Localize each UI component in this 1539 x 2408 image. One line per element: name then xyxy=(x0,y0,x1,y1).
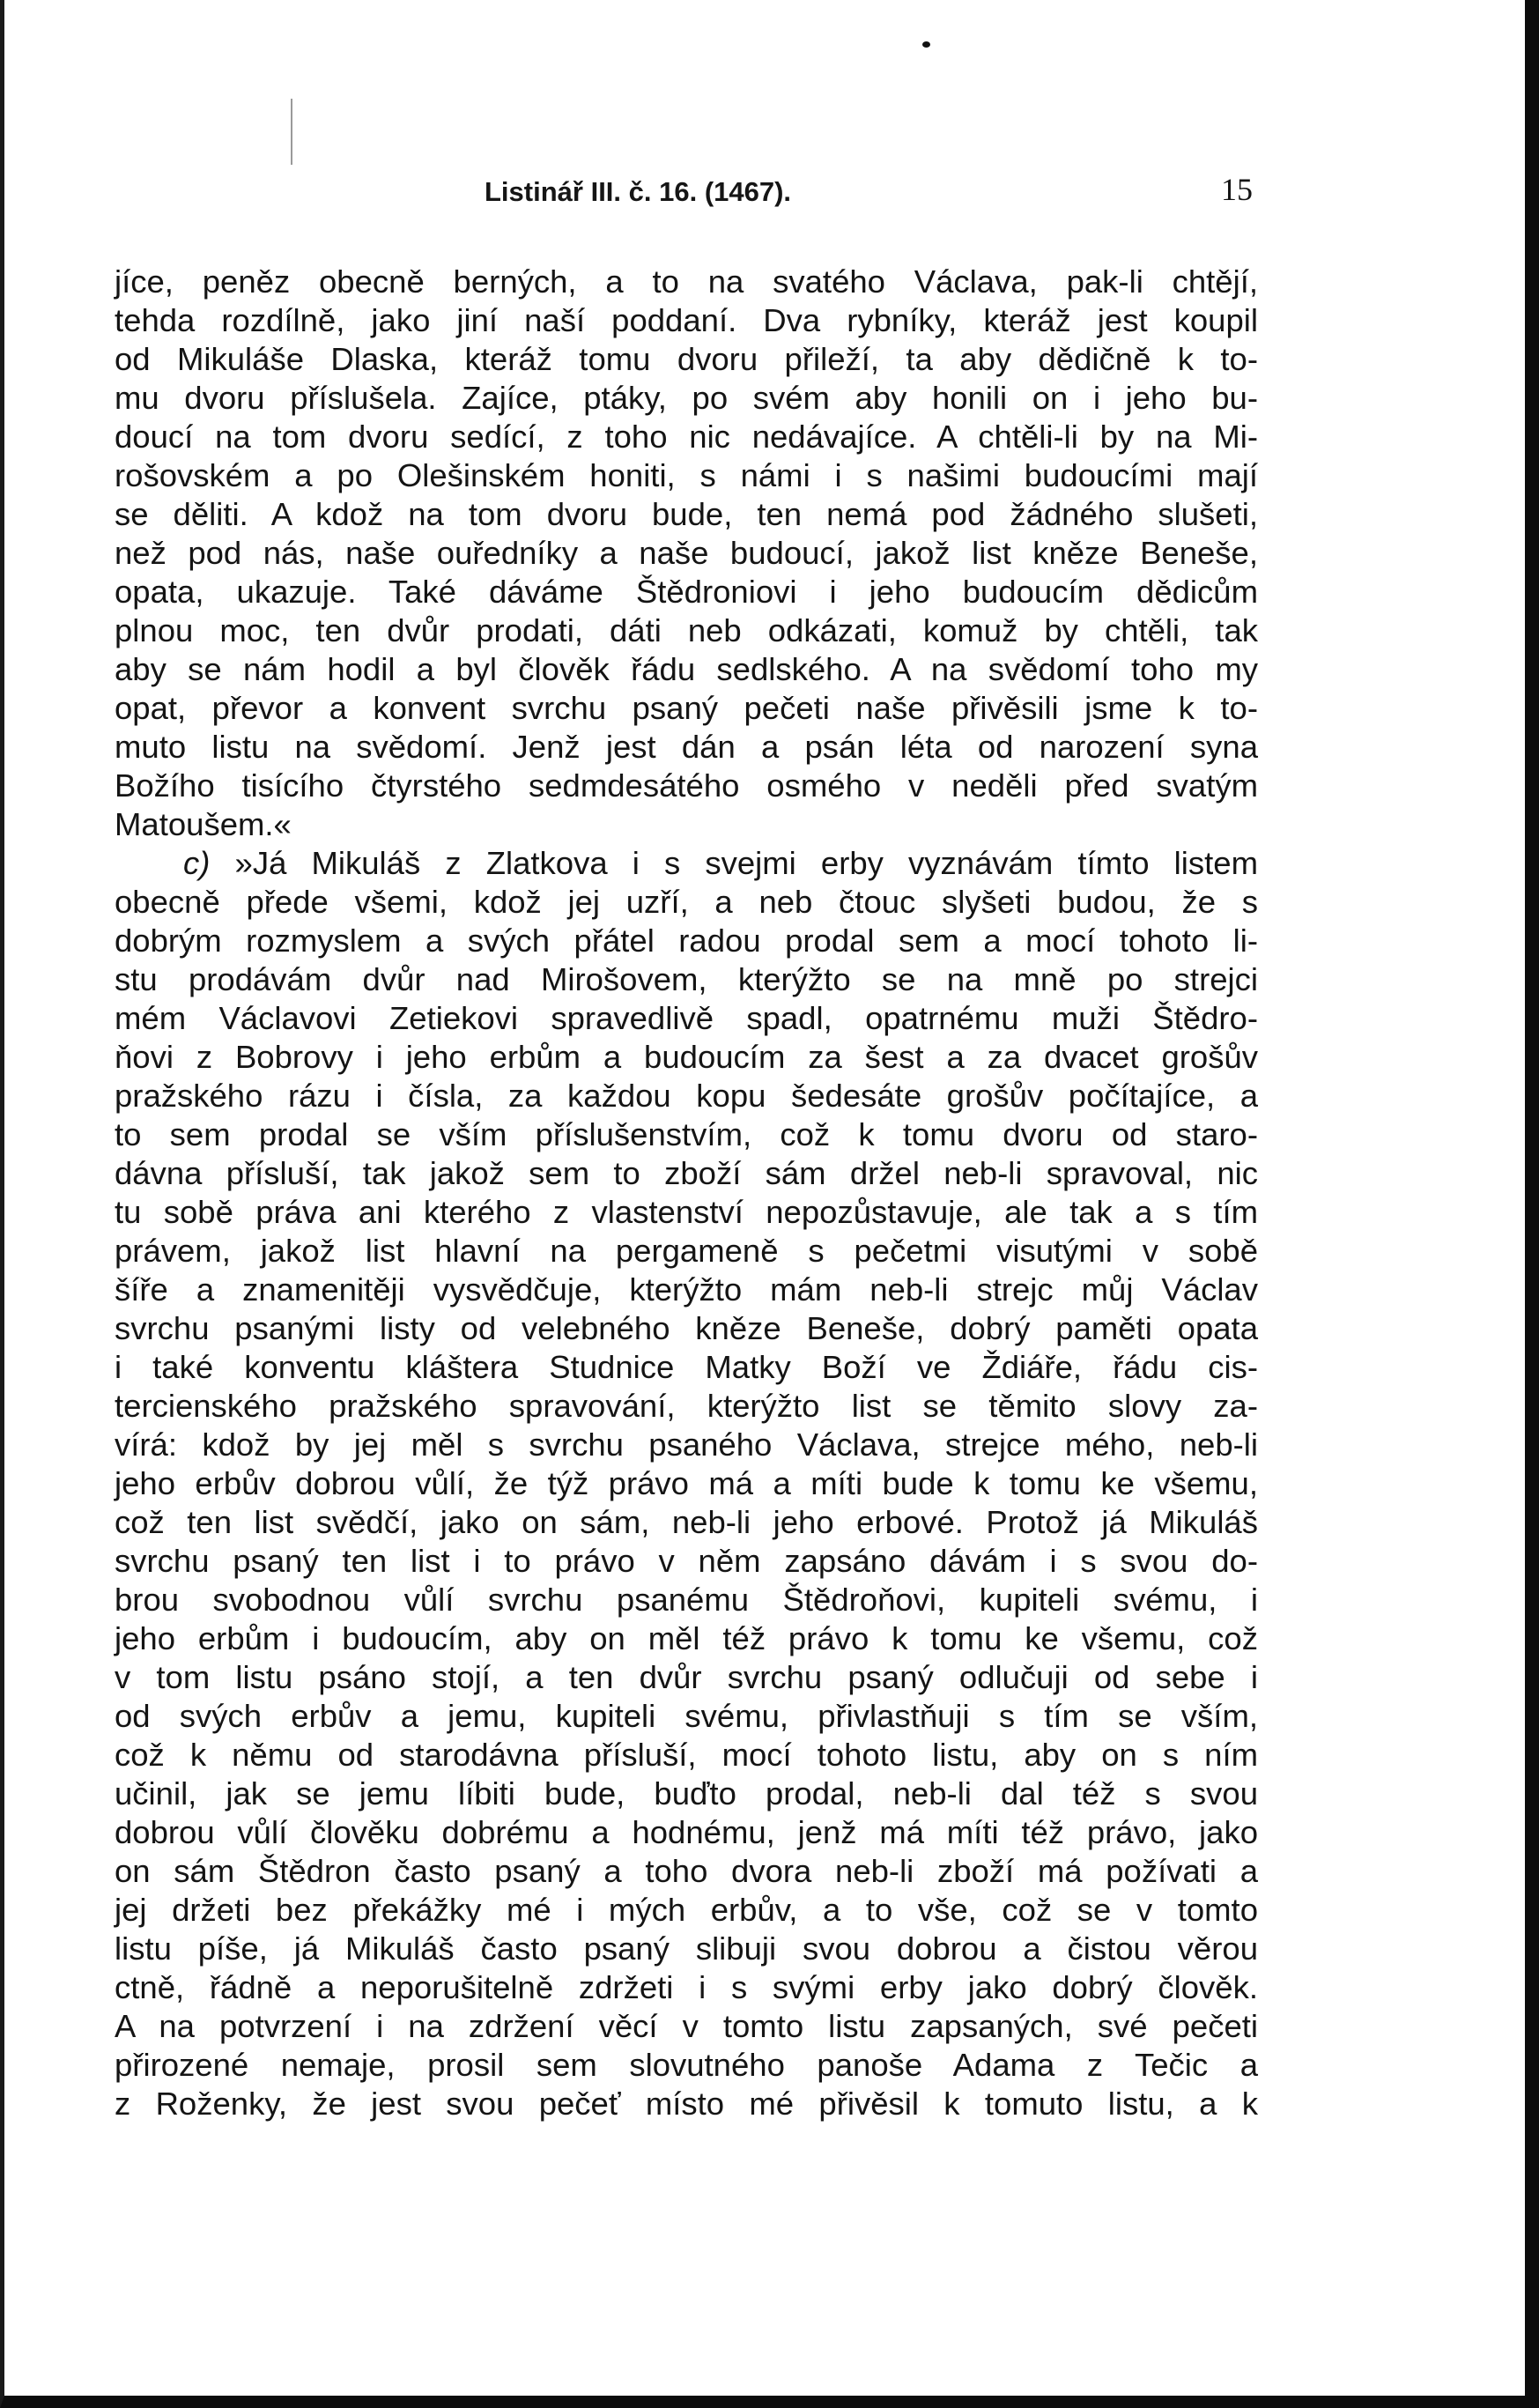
text-line-content: »Já Mikuláš z Zlatkova i s svejmi erby vyznávám tímto listem xyxy=(234,845,1258,881)
text-line: učinil, jak se jemu líbiti bude, buďto prodal, neb-li dal též s svou xyxy=(115,1775,1258,1812)
text-line: plnou moc, ten dvůr prodati, dáti neb odkázati, komuž by chtěli, tak xyxy=(115,612,1258,648)
text-line: právem, jakož list hlavní na pergameně s pečetmi visutými v sobě xyxy=(115,1233,1258,1269)
text-line: brou svobodnou vůlí svrchu psanému Štědroňovi, kupiteli svému, i xyxy=(115,1582,1258,1618)
text-line: od svých erbův a jemu, kupiteli svému, přivlastňuji s tím se vším, xyxy=(115,1698,1258,1734)
body-text xyxy=(115,263,1258,2123)
text-line: což ten list svědčí, jako on sám, neb-li jeho erbové. Protož já Mikuláš xyxy=(115,1504,1258,1540)
text-line: obecně přede všemi, kdož jej uzří, a neb čtouc slyšeti budou, že s xyxy=(115,884,1258,920)
text-line: vírá: kdož by jej měl s svrchu psaného Václava, strejce mého, neb-li xyxy=(115,1426,1258,1463)
text-line: z Roženky, že jest svou pečeť místo mé přivěsil k tomuto listu, a k xyxy=(115,2086,1258,2122)
text-line: od Mikuláše Dlaska, kteráž tomu dvoru přileží, ta aby dědičně k to- xyxy=(115,341,1258,377)
text-line: v tom listu psáno stojí, a ten dvůr svrchu psaný odlučuji od sebe i xyxy=(115,1659,1258,1695)
text-line: stu prodávám dvůr nad Mirošovem, kterýžto se na mně po strejci xyxy=(115,961,1258,997)
text-line: jej držeti bez překážky mé i mých erbův, a to vše, což se v tomto xyxy=(115,1892,1258,1928)
page-header xyxy=(115,172,1260,220)
scan-artifact-line xyxy=(291,99,292,165)
page-number: 15 xyxy=(1221,172,1253,207)
text-line: jíce, peněz obecně berných, a to na svatého Václava, pak-li chtějí, xyxy=(115,263,1258,300)
text-line xyxy=(115,844,1258,883)
text-line: dobrým rozmyslem a svých přátel radou prodal sem a mocí tohoto li- xyxy=(115,922,1258,959)
text-line: to sem prodal se vším příslušenstvím, což k tomu dvoru od staro- xyxy=(115,1116,1258,1152)
text-line: mu dvoru příslušela. Zajíce, ptáky, po svém aby honili on i jeho bu- xyxy=(115,380,1258,416)
section-marker: c) xyxy=(183,845,235,881)
text-line: doucí na tom dvoru sedící, z toho nic nedávajíce. A chtěli-li by na Mi- xyxy=(115,419,1258,455)
text-line: se děliti. A kdož na tom dvoru bude, ten nemá pod žádného slušeti, xyxy=(115,496,1258,532)
text-line: tercienského pražského spravování, kterýžto list se těmito slovy za- xyxy=(115,1388,1258,1424)
text-line: mém Václavovi Zetiekovi spravedlivě spadl, opatrnému muži Štědro- xyxy=(115,1000,1258,1036)
text-line: on sám Štědron často psaný a toho dvora neb-li zboží má požívati a xyxy=(115,1853,1258,1889)
text-line: což k němu od starodávna přísluší, mocí tohoto listu, aby on s ním xyxy=(115,1737,1258,1773)
text-line: opata, ukazuje. Také dáváme Štědroniovi i jeho budoucím dědicům xyxy=(115,574,1258,610)
text-line: i také konventu kláštera Studnice Matky Boží ve Ždiáře, řádu cis- xyxy=(115,1349,1258,1385)
text-line: jeho erbům i budoucím, aby on měl též právo k tomu ke všemu, což xyxy=(115,1620,1258,1656)
text-line: tu sobě práva ani kterého z vlastenství nepozůstavuje, ale tak a s tím xyxy=(115,1194,1258,1230)
text-line: ctně, řádně a neporušitelně zdržeti i s svými erby jako dobrý člověk. xyxy=(115,1969,1258,2005)
text-line: svrchu psaný ten list i to právo v něm zapsáno dávám i s svou do- xyxy=(115,1543,1258,1579)
text-line: aby se nám hodil a byl člověk řádu sedlského. A na svědomí toho my xyxy=(115,651,1258,687)
ink-speck xyxy=(922,41,930,48)
text-line: než pod nás, naše ouředníky a naše budoucí, jakož list kněze Beneše, xyxy=(115,535,1258,571)
text-line: A na potvrzení i na zdržení věcí v tomto listu zapsaných, své pečeti xyxy=(115,2008,1258,2044)
text-line: tehda rozdílně, jako jiní naší poddaní. Dva rybníky, kteráž jest koupil xyxy=(115,302,1258,338)
text-line: rošovském a po Olešinském honiti, s námi i s našimi budoucími mají xyxy=(115,457,1258,493)
running-head: Listinář III. č. 16. (1467). xyxy=(485,176,792,207)
text-line: listu píše, já Mikuláš často psaný slibuji svou dobrou a čistou věrou xyxy=(115,1930,1258,1967)
text-line: přirozené nemaje, prosil sem slovutného panoše Adama z Tečic a xyxy=(115,2047,1258,2083)
text-line: muto listu na svědomí. Jenž jest dán a psán léta od narození syna xyxy=(115,729,1258,765)
text-line: dobrou vůlí člověku dobrému a hodnému, jenž má míti též právo, jako xyxy=(115,1814,1258,1850)
text-line: šíře a znamenitěji vysvědčuje, kterýžto mám neb-li strejc můj Václav xyxy=(115,1271,1258,1308)
text-line: opat, převor a konvent svrchu psaný pečeti naše přivěsili jsme k to- xyxy=(115,690,1258,726)
text-line: ňovi z Bobrovy i jeho erbům a budoucím za šest a za dvacet grošův xyxy=(115,1039,1258,1075)
text-line: Božího tisícího čtyrstého sedmdesátého osmého v neděli před svatým xyxy=(115,767,1258,804)
text-line: pražského rázu i čísla, za každou kopu šedesáte grošův počítajíce, a xyxy=(115,1078,1258,1114)
text-line: Matoušem.« xyxy=(115,806,292,842)
text-line: jeho erbův dobrou vůlí, že týž právo má a míti bude k tomu ke všemu, xyxy=(115,1465,1258,1501)
text-line: dávna přísluší, tak jakož sem to zboží sám držel neb-li spravoval, nic xyxy=(115,1155,1258,1191)
text-line: svrchu psanými listy od velebného kněze Beneše, dobrý paměti opata xyxy=(115,1310,1258,1346)
